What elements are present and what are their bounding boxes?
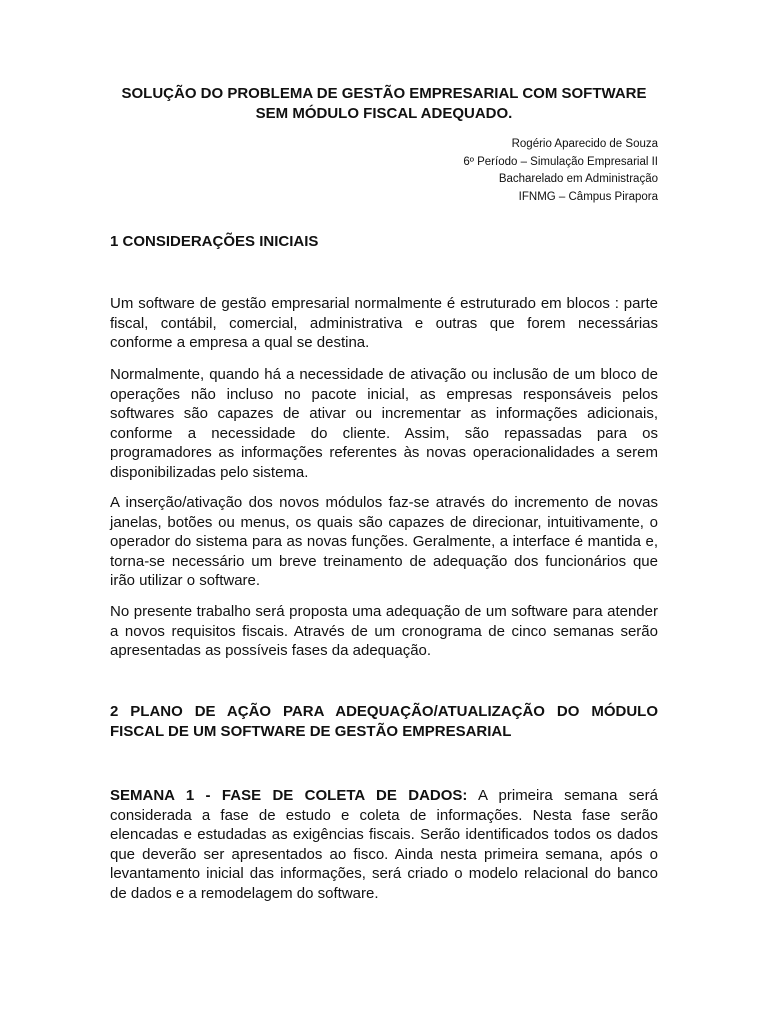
section-1-paragraph-3: A inserção/ativação dos novos módulos faz-se através do incremento de novas janelas, botões ou menus, os quais são capazes de direcionar, intuitivamente, o operador do sistema para as novas funções. Geralmente, a interface é mantida e, torna-se necessário um breve treinamento de adequação dos funcionários que irão utilizar o software. xyxy=(110,494,658,589)
author-period: 6º Período – Simulação Empresarial II xyxy=(463,155,658,168)
week-1-lead: SEMANA 1 - FASE DE COLETA DE DADOS: xyxy=(110,787,468,804)
author-block xyxy=(300,136,658,206)
section-2-week-1-paragraph xyxy=(110,786,658,903)
section-1-paragraph-1: Um software de gestão empresarial normalmente é estruturado em blocos : parte fiscal, contábil, comercial, administrativa e outras que forem necessárias conforme a empresa a qual se destina. xyxy=(110,295,658,351)
section-1-heading: 1 CONSIDERAÇÕES INICIAIS xyxy=(110,233,319,250)
section-2-heading: 2 PLANO DE AÇÃO PARA ADEQUAÇÃO/ATUALIZAÇÃO DO MÓDULO FISCAL DE UM SOFTWARE DE GESTÃO EMPRESARIAL xyxy=(110,703,658,740)
author-name: Rogério Aparecido de Souza xyxy=(511,138,658,150)
title-line-1: SOLUÇÃO DO PROBLEMA DE GESTÃO EMPRESARIAL COM SOFTWARE xyxy=(121,85,647,102)
author-institution: IFNMG – Câmpus Pirapora xyxy=(518,190,658,203)
author-course: Bacharelado em Administração xyxy=(498,173,658,185)
section-1-paragraph-4: No presente trabalho será proposta uma adequação de um software para atender a novos requisitos fiscais. Através de um cronograma de cinco semanas serão apresentadas as possíveis fases da adequação. xyxy=(110,603,658,659)
title-line-2: SEM MÓDULO FISCAL ADEQUADO. xyxy=(255,105,513,122)
section-1-paragraph-2: Normalmente, quando há a necessidade de ativação ou inclusão de um bloco de operações não incluso no pacote inicial, as empresas responsáveis pelos softwares são capazes de ativar ou incrementar as informações adicionais, conforme a necessidade do cliente. Assim, são repassadas para os programadores as informações referentes às novas operacionalidades a serem disponibilizadas pelo sistema. xyxy=(110,366,658,481)
week-1-text: A primeira semana será considerada a fase de estudo e coleta de informações. Nesta fase serão elencadas e estudadas as exigências fiscais. Serão identificados todos os dados que deverão ser apresentados ao fisco. Ainda nesta primeira semana, após o levantamento inicial das informações, será criado o modelo relacional do banco de dados e a remodelagem do software. xyxy=(110,787,658,902)
document-title xyxy=(100,84,668,124)
